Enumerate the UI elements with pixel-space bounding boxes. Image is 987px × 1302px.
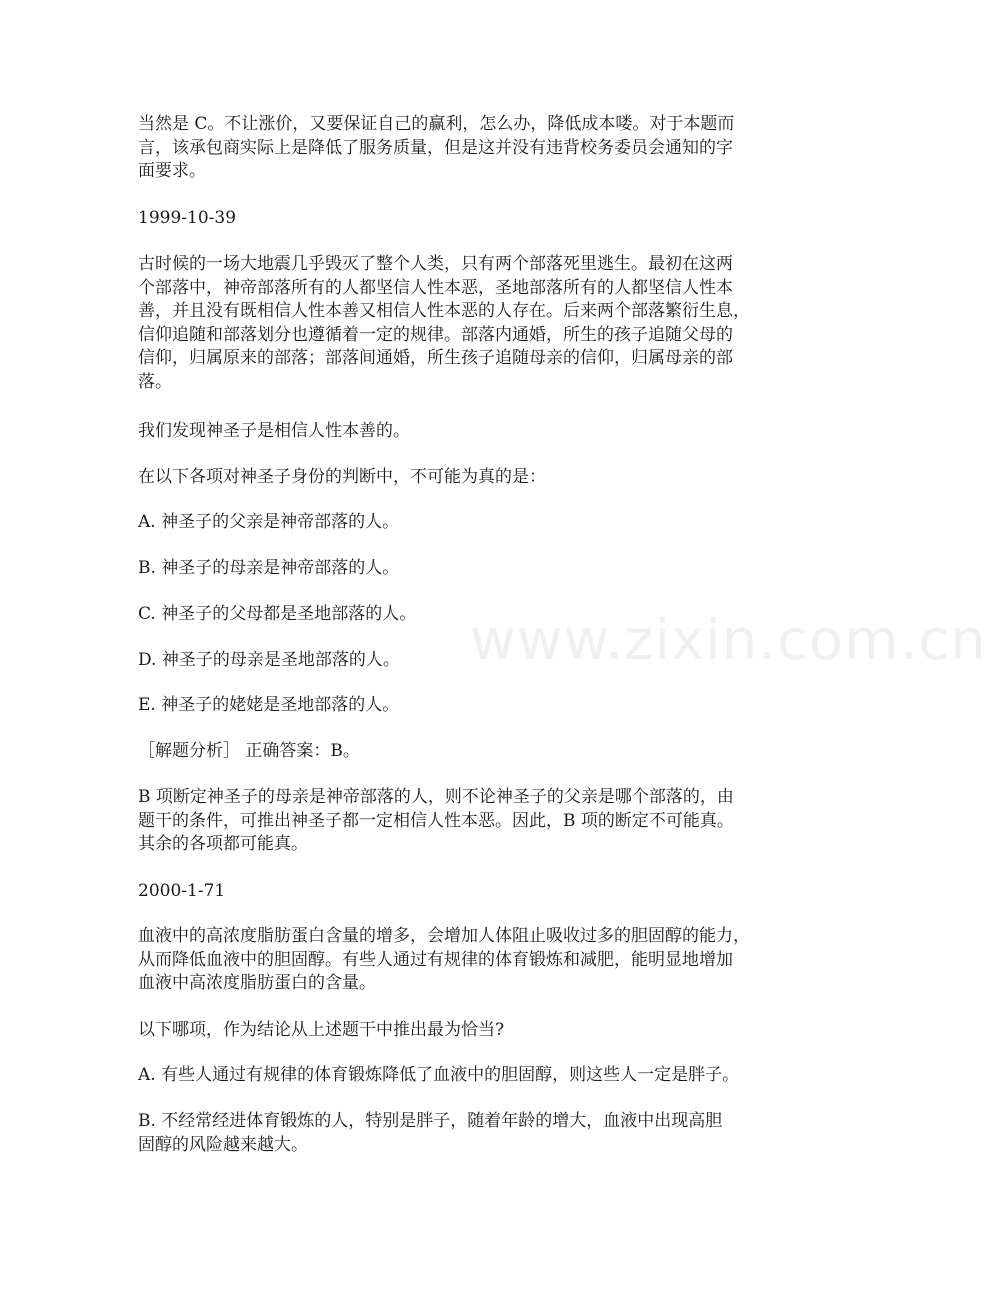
- text-line: 从而降低血液中的胆固醇。有些人通过有规律的体育锻炼和减肥，能明显地增加: [138, 949, 733, 970]
- text-line: B. 神圣子的母亲是神帝部落的人。: [138, 558, 400, 578]
- option-a: [138, 511, 788, 535]
- text-line: 血液中的高浓度脂肪蛋白含量的增多，会增加人体阻止吸收过多的胆固醇的能力，: [138, 926, 750, 946]
- text-line: 2000-1-71: [138, 881, 226, 901]
- option-b: [138, 557, 788, 581]
- text-line: 我们发现神圣子是相信人性本善的。: [138, 421, 410, 441]
- text-line: 以下哪项，作为结论从上述题干中推出最为恰当?: [138, 1020, 505, 1040]
- text-line: D. 神圣子的母亲是圣地部落的人。: [138, 650, 400, 670]
- option-d: [138, 649, 788, 673]
- text-line: 当然是 C。不让涨价，又要保证自己的赢利，怎么办，降低成本喽。对于本题而: [138, 114, 735, 134]
- text-line: A. 神圣子的父亲是神帝部落的人。: [138, 512, 400, 532]
- answer-analysis-heading: [138, 740, 788, 764]
- text-line: 1999-10-39: [138, 208, 237, 228]
- paragraph-answer-c-explanation: [138, 113, 788, 184]
- paragraph-premise: [138, 420, 788, 444]
- text-line: E. 神圣子的姥姥是圣地部落的人。: [138, 695, 400, 715]
- paragraph-earthquake-story: [138, 253, 788, 394]
- paragraph-analysis: [138, 786, 788, 857]
- text-line: 血液中高浓度脂肪蛋白的含量。: [138, 973, 376, 993]
- text-line: 其余的各项都可能真。: [138, 834, 308, 854]
- option-a-2: [138, 1064, 788, 1088]
- watermark: www.zixin.com.cn: [470, 608, 987, 673]
- text-line: C. 神圣子的父母都是圣地部落的人。: [138, 604, 417, 624]
- question-id-1999: [138, 207, 788, 231]
- paragraph-question-2: [138, 1019, 788, 1043]
- text-line: 题干的条件，可推出神圣子都一定相信人性本恶。因此，B 项的断定不可能真。: [138, 810, 734, 831]
- option-b-2: [138, 1110, 788, 1157]
- option-c: [138, 603, 788, 627]
- text-line: 个部落中，神帝部落所有的人都坚信人性本恶，圣地部落所有的人都坚信人性本: [138, 277, 733, 298]
- text-line: ［解题分析］ 正确答案：B。: [138, 741, 360, 761]
- text-line: 信仰，归属原来的部落；部落间通婚，所生孩子追随母亲的信仰，归属母亲的部: [138, 348, 733, 368]
- text-line: 善，并且没有既相信人性本善又相信人性本恶的人存在。后来两个部落繁衍生息，: [138, 301, 750, 321]
- text-line: B 项断定神圣子的母亲是神帝部落的人，则不论神圣子的父亲是哪个部落的，由: [138, 787, 734, 807]
- text-line: 固醇的风险越来越大。: [138, 1134, 308, 1155]
- paragraph-cholesterol: [138, 925, 788, 996]
- text-line: 古时候的一场大地震几乎毁灭了整个人类，只有两个部落死里逃生。最初在这两: [138, 254, 733, 274]
- text-line: 落。: [138, 371, 172, 392]
- text-line: 言，该承包商实际上是降低了服务质量，但是这并没有违背校务委员会通知的字: [138, 137, 733, 158]
- text-line: A. 有些人通过有规律的体育锻炼降低了血液中的胆固醇，则这些人一定是胖子。: [138, 1065, 740, 1085]
- option-e: [138, 694, 788, 718]
- text-line: 信仰追随和部落划分也遵循着一定的规律。部落内通婚，所生的孩子追随父母的: [138, 324, 733, 345]
- text-line: 在以下各项对神圣子身份的判断中，不可能为真的是：: [138, 467, 546, 487]
- text-line: 面要求。: [138, 161, 206, 181]
- paragraph-question: [138, 466, 788, 490]
- text-line: B. 不经常经进体育锻炼的人，特别是胖子，随着年龄的增大，血液中出现高胆: [138, 1111, 723, 1131]
- question-id-2000: [138, 880, 788, 904]
